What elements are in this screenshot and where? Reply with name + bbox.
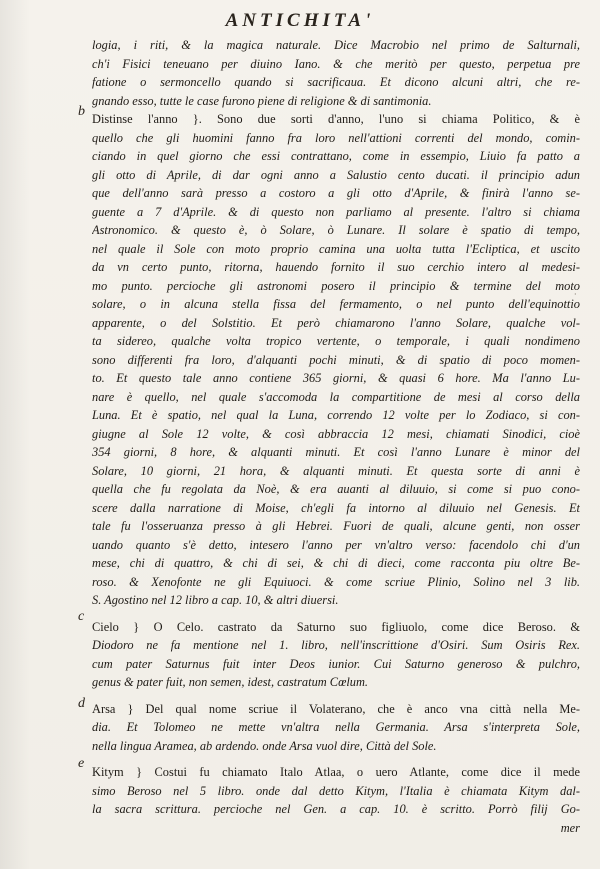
text-line: da vn certo punto, ritorna, hauendo fornito il suo cerchio intero al medesi-	[92, 260, 580, 274]
text-line: sono differenti fra loro, d'alquanti pochi minuti, & di spatio di poco momen-	[92, 352, 580, 367]
text-line: to. Et questo tale anno contiene 365 giorni, & quasi 6 hore. Ma l'anno Lu-	[92, 371, 580, 385]
margin-note-letter-d: d	[78, 696, 85, 711]
body-text	[92, 36, 580, 837]
text-line: ta sidereo, qualche volta tropico vertente, o temporale, i quali nondimeno	[92, 334, 580, 348]
margin-stray-mark: ·	[574, 290, 577, 299]
text-line: Astronomico. & questo è, ò Solare, ò Lunare. Il solare è spatio di tempo,	[92, 223, 580, 237]
text-line: 354 giorni, 8 hore, & alquanti minuti. Et così l'anno Lunare è minor del	[92, 445, 580, 459]
text-line: apparente, o del Solstitio. Et però chiamarono l'anno Solare, qualche vol-	[92, 315, 580, 330]
text-line: quella che fu regolata da Noè, & era auanti al diluuio, si come si puo cono-	[92, 482, 580, 496]
running-head: ANTICHITA'	[225, 10, 375, 31]
text-line: mo punto. percioche gli astronomi posero il principio & termine del moto	[92, 278, 580, 293]
text-line: que dell'anno sarà presso a costoro a gli otto d'Aprile, & finirà l'anno se-	[92, 186, 580, 200]
margin-note-letter-c: c	[78, 609, 85, 624]
margin-note-letter-b: b	[78, 104, 85, 119]
text-line: dia. Et Tolomeo ne mette vn'altra nella Germania. Arsa s'interpreta Sole,	[92, 720, 580, 734]
entry-kitym: Kitym } Costui fu chiamato Italo Atlaa, o uero Atlante, come dice il mede	[92, 765, 580, 779]
text-line: nare è quello, nel quale s'accomoda la compartitione de mesi al corso della	[92, 389, 580, 404]
text-line: quello che gli huomini fanno fra loro nell'attioni correnti del mondo, comin-	[92, 130, 580, 145]
text-line: solare, o in alcuna stella fissa del fermamento, o nel punto dell'equinottio	[92, 297, 580, 311]
text-line: logia, i riti, & la magica naturale. Dice Macrobio nel primo de Salturnali,	[92, 38, 580, 52]
text-line: nella lingua Aramea, ab ardendo. onde Arsa vuol dire, Città del Sole.	[92, 738, 437, 753]
catchword: mer	[560, 820, 580, 835]
text-line: fatione o sermoncello quando si sacrificaua. Et dicono alcuni altri, che re-	[92, 75, 580, 89]
text-line: Luna. Et è spatio, nel qual la Luna, correndo 12 volte per lo Zodiaco, si con-	[92, 408, 580, 422]
text-line: simo Beroso nel 5 libro. onde dal detto Kitym, l'Italia è chiamata Kitym dal-	[92, 783, 580, 798]
text-line: Solare, 10 giorni, 21 hora, & alquanti minuti. Et questa sorte di anni è	[92, 463, 580, 478]
text-line: Diodoro ne fa mentione nel 1. libro, nell'inscrittione d'Osiri. Sum Osiris Rex.	[92, 638, 580, 652]
text-line: ciando in quel giorno che essi contrattano, come in essempio, Liuio fa patto a	[92, 149, 580, 163]
text-line: scere dalla narratione di Moise, ch'egli fa intorno al diluuio nel Genesis. Et	[92, 500, 580, 515]
text-line: roso. & Xenofonte ne gli Equiuoci. & come scriue Plinio, Solino nel 3 lib.	[92, 574, 580, 589]
text-line: cum pater Saturnus fuit inter Deos iunior. Cui Saturno generoso & pulchro,	[92, 656, 580, 671]
text-line: gnando esso, tutte le case furono piene di religione & di santimonia.	[92, 93, 432, 108]
entry-arsa: Arsa } Del qual nome scriue il Volaterano, che è anco vna città nella Me-	[92, 701, 580, 716]
entry-gap	[92, 610, 580, 618]
text-line: nel quale il Sole con moto proprio camina una uolta tutta l'Eclipticа, et uscito	[92, 241, 580, 256]
entry-distinse-lanno: Distinse l'anno }. Sono due sorti d'anno, l'uno si chiama Politico, & è	[92, 112, 580, 126]
text-line: guente a 7 d'Aprile. & di questo non parliamo al presente. l'altro si chiama	[92, 204, 580, 219]
text-line: S. Agostino nel 12 libro a cap. 10, & altri diuersi.	[92, 593, 339, 607]
text-line: la sacra scrittura. percioche nel Gen. a cap. 10. è scritto. Porrò filij Go-	[92, 802, 580, 816]
text-line: mese, chi di quattro, & chi di sei, & chi di dieci, come racconta piu oltre Be-	[92, 556, 580, 570]
entry-cielo: Cielo } O Celo. castrato da Saturno suo figliuolo, come dice Beroso. &	[92, 619, 580, 634]
entry-gap	[92, 755, 580, 763]
entry-gap	[92, 692, 580, 700]
text-line: uando quanto s'è detto, intesero l'anno per vn'altro verso: facendolo chi d'un	[92, 537, 580, 552]
page-gutter-shadow	[0, 0, 30, 869]
text-line: tale fu l'osseruanza presso à gli Hebrei. Fuori de quali, alcune genti, non osser	[92, 519, 580, 533]
text-line: gli otto di Aprile, di dar ogni anno a Salustio cento ducati. il principio adun	[92, 167, 580, 182]
text-line: genus & pater fuit, non semen, idest, castratum Cœlum.	[92, 675, 369, 689]
margin-note-letter-e: e	[78, 756, 85, 771]
text-line: giugne al Sole 12 volte, & così abbraccia 12 mesi, chiamati Sinodici, cioè	[92, 426, 580, 441]
text-line: ch'i Fisici teneuano per diuino Iano. & che meritò per questo, perpetua pre	[92, 56, 580, 71]
